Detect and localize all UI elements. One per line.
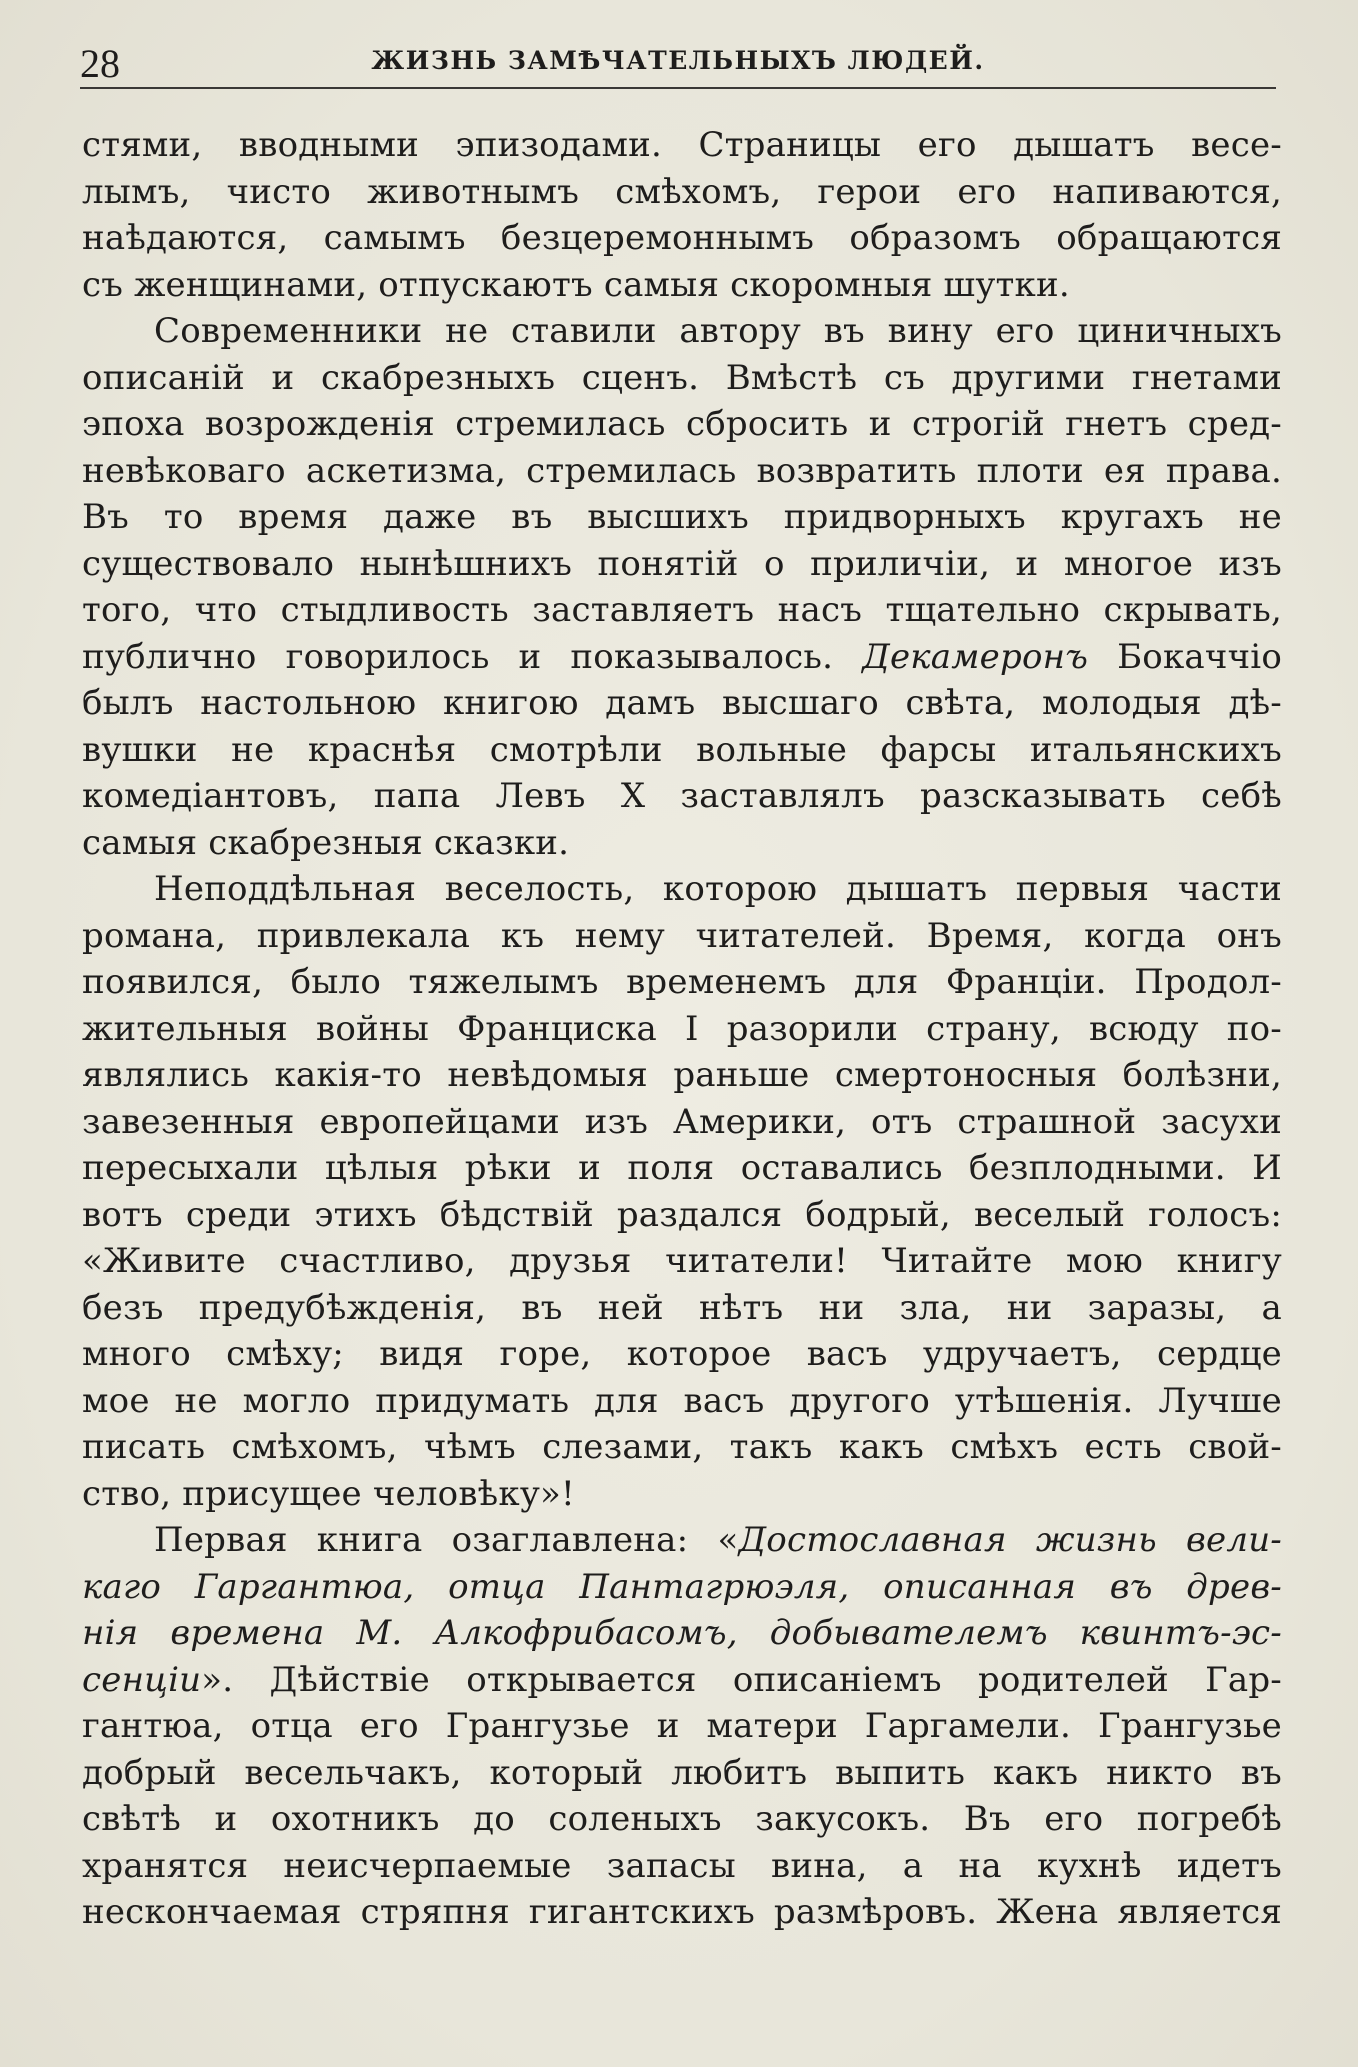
text-line <box>82 1657 1282 1704</box>
text-line: являлись какія-то невѣдомыя раньше смертоносныя болѣзни, <box>82 1055 1282 1095</box>
text-line: добрый весельчакъ, который любитъ выпить какъ никто въ <box>82 1752 1282 1793</box>
text-line: комедіантовъ, папа Левъ X заставлялъ разсказывать себѣ <box>82 776 1282 816</box>
text-line: романа, привлекала къ нему читателей. Время, когда онъ <box>82 915 1282 956</box>
text-line <box>82 634 1282 681</box>
header-rule <box>80 87 1276 89</box>
text-line: эпоха возрожденія стремилась сбросить и строгій гнетъ сред- <box>82 404 1282 444</box>
text-line <box>82 1517 1282 1564</box>
text-line: стями, вводными эпизодами. Страницы его дышатъ весе- <box>82 125 1282 165</box>
running-title: ЖИЗНЬ ЗАМѢЧАТЕЛЬНЫХЪ ЛЮДЕЙ. <box>371 46 985 75</box>
text-line: наѣдаются, самымъ безцеремоннымъ образомъ обращаются <box>82 218 1282 258</box>
text-line: Неподдѣльная веселость, которою дышатъ первыя части <box>154 869 1282 909</box>
text-line: вотъ среди этихъ бѣдствій раздался бодрый, веселый голосъ: <box>82 1194 1282 1235</box>
text-segment: ». Дѣйствіе открывается описаніемъ родителей Гар- <box>201 1659 1282 1700</box>
text-line: съ женщинами, отпускаютъ самыя скоромныя шутки. <box>82 264 1070 305</box>
text-line: гантюа, отца его Грангузье и матери Гаргамели. Грангузье <box>82 1706 1282 1746</box>
text-line: хранятся неисчерпаемые запасы вина, а на кухнѣ идетъ <box>82 1845 1282 1886</box>
text-line: того, что стыдливость заставляетъ насъ тщательно скрывать, <box>82 590 1282 630</box>
text-line: былъ настольною книгою дамъ высшаго свѣта, молодыя дѣ- <box>82 683 1282 723</box>
text-line: завезенныя европейцами изъ Америки, отъ страшной засухи <box>82 1101 1282 1142</box>
italic-title: нія времена М. Алкофрибасомъ, добывателемъ квинтъ-эс- <box>82 1613 1282 1653</box>
text-line: много смѣху; видя горе, которое васъ удручаетъ, сердце <box>82 1334 1282 1374</box>
text-line: вушки не краснѣя смотрѣли вольные фарсы итальянскихъ <box>82 729 1282 770</box>
text-line: свѣтѣ и охотникъ до соленыхъ закусокъ. Въ его погребѣ <box>82 1799 1282 1839</box>
text-line: самыя скабрезныя сказки. <box>82 822 570 863</box>
text-segment: Первая книга озаглавлена: « <box>154 1520 739 1560</box>
text-line: ство, присущее человѣку»! <box>82 1473 575 1514</box>
text-line: жительныя войны Франциска I разорили страну, всюду по- <box>82 1008 1282 1049</box>
text-line: пересыхали цѣлыя рѣки и поля оставались безплодными. И <box>82 1148 1282 1188</box>
text-line: Современники не ставили автору въ вину его циничныхъ <box>154 311 1282 351</box>
italic-title: Декамеронъ <box>862 636 1089 677</box>
body-text <box>82 122 1282 1936</box>
text-line <box>82 1564 1282 1611</box>
text-line: описаній и скабрезныхъ сценъ. Вмѣстѣ съ другими гнетами <box>82 357 1282 398</box>
italic-title: сенціи <box>82 1659 202 1700</box>
text-line: писать смѣхомъ, чѣмъ слезами, такъ какъ смѣхъ есть свой- <box>82 1427 1282 1467</box>
text-line: «Живите счастливо, друзья читатели! Читайте мою книгу <box>82 1241 1282 1281</box>
text-line: мое не могло придумать для васъ другого утѣшенія. Лучше <box>82 1380 1282 1421</box>
text-line: Въ то время даже въ высшихъ придворныхъ кругахъ не <box>82 497 1282 537</box>
page-number: 28 <box>80 41 120 86</box>
italic-title: Достославная жизнь вели- <box>738 1520 1282 1560</box>
text-segment: Бокаччіо <box>1117 636 1282 677</box>
text-line: появился, было тяжелымъ временемъ для Франціи. Продол- <box>82 962 1282 1002</box>
text-line: существовало нынѣшнихъ понятій о приличіи, и многое изъ <box>82 543 1282 584</box>
text-line: невѣковаго аскетизма, стремилась возвратить плоти ея права. <box>82 450 1282 491</box>
text-line: нескончаемая стряпня гигантскихъ размѣровъ. Жена является <box>82 1892 1282 1932</box>
text-line <box>82 1610 1282 1657</box>
text-line: лымъ, чисто животнымъ смѣхомъ, герои его напиваются, <box>82 171 1282 212</box>
text-line: безъ предубѣжденія, въ ней нѣтъ ни зла, ни заразы, а <box>82 1287 1282 1328</box>
text-segment: публично говорилось и показывалось. <box>82 636 834 677</box>
italic-title: каго Гаргантюа, отца Пантагрюэля, описанная въ древ- <box>82 1566 1282 1607</box>
